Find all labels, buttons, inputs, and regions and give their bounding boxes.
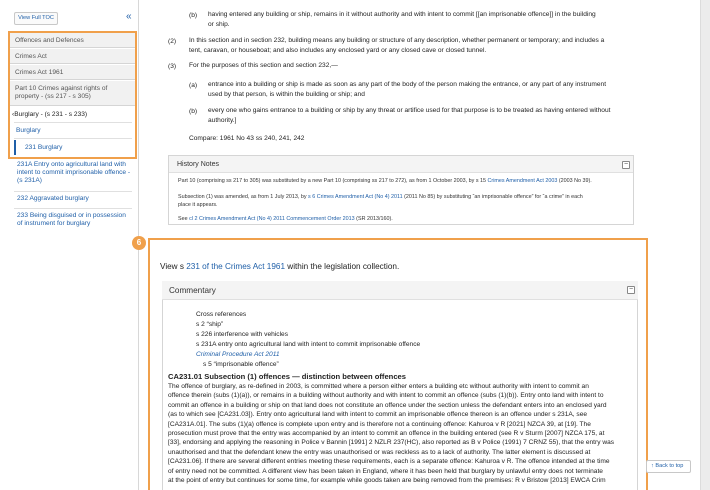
history-link[interactable]: Crimes Amendment Act 2003 <box>487 178 558 184</box>
para-label: (a) <box>189 82 198 89</box>
section-text: or ship. <box>208 21 230 28</box>
history-link[interactable]: s 6 Crimes Amendment Act (No 4) 2011 <box>308 194 403 200</box>
commentary-title[interactable]: Commentary <box>162 281 638 300</box>
cross-reference-link[interactable]: Criminal Procedure Act 2011 <box>196 351 280 358</box>
history-notes-title[interactable]: History Notes <box>169 156 633 173</box>
history-link[interactable]: cl 2 Crimes Amendment Act (No 4) 2011 Commencement Order 2013 <box>189 216 355 222</box>
toc-item-231a[interactable]: 231A Entry onto agricultural land with intent to commit imprisonable offence - (s 231A) <box>17 161 131 184</box>
commentary-section-heading: CA231.01 Subsection (1) offences — distinction between offences <box>168 372 406 381</box>
history-note: Subsection (1) was amended, as from 1 July 2013, by s 6 Crimes Amendment Act (No 4) 2011 (2011 No 85) by substituting “an imprisonable offence” for “a crime” in each <box>178 194 583 200</box>
compare-note: Compare: 1961 No 43 ss 240, 241, 242 <box>189 135 305 142</box>
cross-reference: s 231A entry onto agricultural land with intent to commit imprisonable offence <box>196 341 421 348</box>
divider <box>14 208 132 209</box>
section-text: For the purposes of this section and section 232,— <box>189 62 338 69</box>
callout-badge: 6 <box>132 236 146 250</box>
view-legislation-line: View s 231 of the Crimes Act 1961 within the legislation collection. <box>160 262 400 271</box>
toc-item-232[interactable]: 232 Aggravated burglary <box>17 195 89 202</box>
collapse-sidebar-icon[interactable]: « <box>126 11 132 22</box>
commentary-paragraph: The offence of burglary, as re-defined in 2003, is committed where a person either enters a building etc without authority with intent to commit an offence therein (subs (1)(a)), or remains in a building without authority and with intent to commit an offence (subs (1)(b)). Entry onto land with intent to commit an offence in a building or ship on that land does not constitute an offence under the section unless the defendant enters into an enclosed yard (as to which see [CA231.03]). Entry onto agricultural land with intent to commit an imprisonable offence thereon is an offence under s 231A, see [CA231A.01]. The subs (1)(a) offence is complete upon entry and is therefore not a continuing offence: Kahuroa v R [2021] NZCA 39, at [19]. The prosecution must prove that the entry was accompanied by an intent to commit an offence in the building entered (see R v Sturm [2007] NZCA 175, at [33], endorsing and applying the reasoning in Police v Bannin [1991] 2 NZLR 237(HC), also reported as B v Police (1991) 7 CRNZ 55), that the entry was unauthorised and that the defendant knew the entry was unauthorised or was reckless as to a lack of authority. The latter element is discussed at [CA231.06]. If there are several different entries meeting these requirements, each is a separate offence: Kahuroa v R. The offence intended at the time of entry need not be committed. A different view has been taken in England, where it has been held that burglary by unlawful entry does not terminate at the point of entry but continues for some time, for example while goods taken are being removed from the premises: R v Bristow [2013] EWCA Crim <box>168 383 615 485</box>
para-label: (b) <box>189 12 198 19</box>
section-text: entrance into a building or ship is made as soon as any part of the body of the person making the entrance, or any part of any instrument <box>208 81 607 88</box>
crumb-crimes-act[interactable]: Crimes Act <box>10 49 135 64</box>
toc-item-burglary[interactable]: Burglary <box>16 127 41 134</box>
crumb-crimes-act-1961[interactable]: Crimes Act 1961 <box>10 65 135 80</box>
divider <box>14 191 132 192</box>
toc-range-burglary[interactable]: ‹Burglary - (s 231 - s 233) <box>12 111 88 118</box>
section-text: having entered any building or ship, remains in it without authority and with intent to commit [[an imprisonable offence]] in the building <box>208 11 596 18</box>
section-text: In this section and in section 232, building means any building or structure of any description, whether permanent or temporary; and includes a <box>189 37 605 44</box>
section-text: authority.] <box>208 117 237 124</box>
history-notes-panel <box>168 155 634 225</box>
collapse-minus-icon[interactable]: − <box>623 161 629 168</box>
history-note: place it appears. <box>178 202 218 208</box>
section-text: used by that person, is within the building or ship; and <box>208 91 365 98</box>
toc-item-current-231[interactable]: 231 Burglary <box>14 140 134 155</box>
section-text: every one who gains entrance to a building or ship by any threat or artifice used for that purpose is to be treated as having entered without <box>208 107 611 114</box>
cross-references-heading: Cross references <box>196 311 247 318</box>
view-full-toc-button[interactable]: View Full TOC <box>14 12 58 25</box>
cross-reference: s 5 “imprisonable offence” <box>203 361 279 368</box>
crumb-offences-defences[interactable]: Offences and Defences <box>10 33 135 48</box>
cross-reference: s 2 “ship” <box>196 321 224 328</box>
toc-highlight-box <box>8 31 137 159</box>
toc-item-233[interactable]: 233 Being disguised or in possession of instrument for burglary <box>17 212 126 227</box>
crumb-part-10[interactable]: Part 10 Crimes against rights of property - (ss 217 - s 305) <box>10 81 135 106</box>
subsection-label: (2) <box>168 38 177 45</box>
history-note: See cl 2 Crimes Amendment Act (No 4) 2011 Commencement Order 2013 (SR 2013/160). <box>178 216 393 222</box>
cross-reference: s 226 interference with vehicles <box>196 331 288 338</box>
history-note: Part 10 (comprising ss 217 to 305) was substituted by a new Part 10 (comprising ss 217 to 272), as from 1 October 2003, by s 15 Crimes Amendment Act 2003 (2003 No 39). <box>178 178 592 184</box>
collapse-minus-icon[interactable]: − <box>628 286 634 293</box>
legislation-link[interactable]: 231 of the Crimes Act 1961 <box>186 262 286 271</box>
section-text: tent, caravan, or houseboat; and also includes any enclosed yard or any closed cave or closed tunnel. <box>189 47 487 54</box>
subsection-label: (3) <box>168 63 177 70</box>
scrollbar[interactable] <box>700 0 710 490</box>
back-to-top-button[interactable]: ↑ Back to top <box>646 460 691 473</box>
para-label: (b) <box>189 108 198 115</box>
